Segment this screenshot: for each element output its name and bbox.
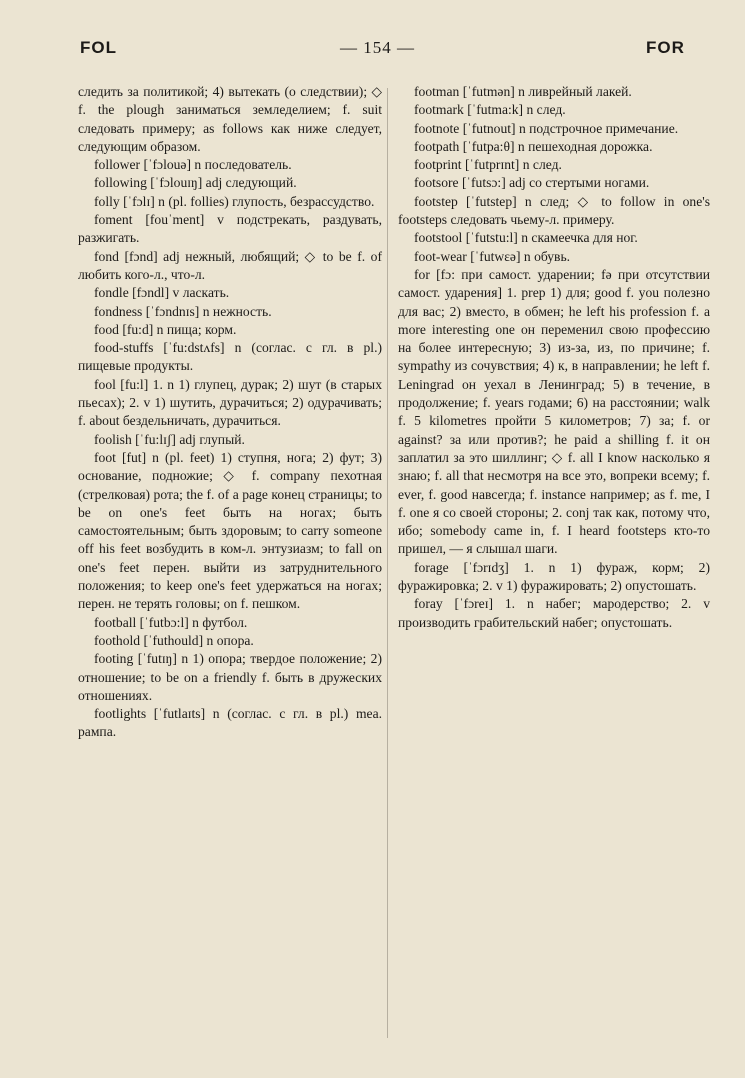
entry: fondle [fɔndl] v ласкать. [94,285,230,301]
entry: foot [fut] n (pl. feet) 1) ступня, нога; 2) фут; 3) основание, подножие; ◇ f. company пехотная (стрелковая) рота; the f. of a page конец страницы; to be on one's feet быть на ногах; быть самостоятельным; быть здоровым; to carry someone off his feet возбудить в ком-л. энтузиазм; to fall on one's feet перен. выйти из затруднительного положения; to keep one's feet удержаться на ногах; перен. не терять головы; on f. пешком. [78,449,382,612]
entry: foothold [ˈfuthould] n опора. [94,632,254,648]
page-header-left: FOL [80,38,117,57]
column-divider [387,88,388,1038]
entry: food-stuffs [ˈfu:dstʌfs] n (соглас. с гл. в pl.) пищевые продукты. [78,340,382,374]
entry: footnote [ˈfutnout] n подстрочное примечание. [414,120,679,136]
entry: footstool [ˈfutstu:l] n скамеечка для ног. [414,230,638,246]
entry: следить за политикой; 4) вытекать (о следствии); ◇ f. the plough заниматься земледелием; f. suit следовать примеру; as follows как ниже следует, следующим образом. [78,84,382,154]
entry: footsore [ˈfutsɔ:] adj со стертыми ногами. [414,175,650,191]
entry: following [ˈfɔlouɪŋ] adj следующий. [94,175,297,191]
entry: footlights [ˈfutlaɪts] n (соглас. с гл. в pl.) meа. рампа. [78,706,382,740]
entry: footstep [ˈfutstep] n след; ◇ to follow in one's footsteps следовать чьему-л. примеру. [398,193,710,228]
entry: footing [ˈfutɪŋ] n 1) опора; твердое положение; 2) отношение; to be on a friendly f. быть в дружеских отношениях. [78,651,382,703]
page-number: — 154 — [340,38,415,57]
page-header-right: FOR [646,38,685,57]
entry: fool [fu:l] 1. n 1) глупец, дурак; 2) шут (в старых пьесах); 2. v 1) шутить, дурачиться; 2) одурачивать; f. about бездельничать, дурачиться. [78,376,382,429]
entry: follower [ˈfɔlouə] n последователь. [94,157,292,173]
entry: footpath [ˈfutpa:θ] n пешеходная дорожка. [414,138,653,154]
entry: forage [ˈfɔrɪdʒ] 1. n 1) фураж, корм; 2) фуражировка; 2. v 1) фуражировать; 2) опустошать. [398,559,710,594]
left-column [78,83,382,742]
entry: football [ˈfutbɔ:l] n футбол. [94,614,248,630]
entry: footprint [ˈfutprɪnt] n след. [414,157,562,173]
entry: food [fu:d] n пища; корм. [94,321,237,337]
entry: foment [fouˈment] v подстрекать, раздувать, разжигать. [78,212,382,246]
entry: foot-wear [ˈfutwɛə] n обувь. [414,248,571,264]
right-column [398,83,710,632]
entry: foray [ˈfɔreɪ] 1. n набег; мародерство; 2. v производить грабительский набег; опустошать. [398,596,710,630]
entry: folly [ˈfɔlɪ] n (pl. follies) глупость, безрассудство. [94,193,375,209]
entry: footman [ˈfutmən] n ливрейный лакей. [414,84,632,99]
entry: fondness [ˈfɔndnɪs] n нежность. [94,303,272,319]
entry: foolish [ˈfu:lɪʃ] adj глупый. [94,431,245,447]
entry: fond [fɔnd] adj нежный, любящий; ◇ to be f. of любить кого-л., что-л. [78,248,382,282]
entry: footmark [ˈfutma:k] n след. [414,102,566,118]
entry: for [fɔ: при самост. ударении; fə при отсутствии самост. ударения] 1. prep 1) для; good f. you полезно для вас; 2) вместо, в обмен; he left his profession f. a more interesting one он переменил свою профессию на более интересную; 3) из-за, из, по причине; f. sympathy из сочувствия; 4) к, в направлении; he left f. Leningrad он уехал в Ленинград; 5) в течение, в продолжение; f. years годами; 6) на расстоянии; walk f. 5 kilometres пройти 5 километров; 7) за; f. or against? за или против?; he paid a shilling f. it он заплатил за это шиллинг; ◇ f. all I know насколько я знаю; f. all that несмотря на все это, вопреки всему; f. ever, f. good навсегда; f. instance например; as f. me, I f. one я со своей стороны; 2. conj так как, потому что, ибо; somebody came in, f. I heard footsteps кто-то пришел, — я слышал шаги. [398,266,710,557]
